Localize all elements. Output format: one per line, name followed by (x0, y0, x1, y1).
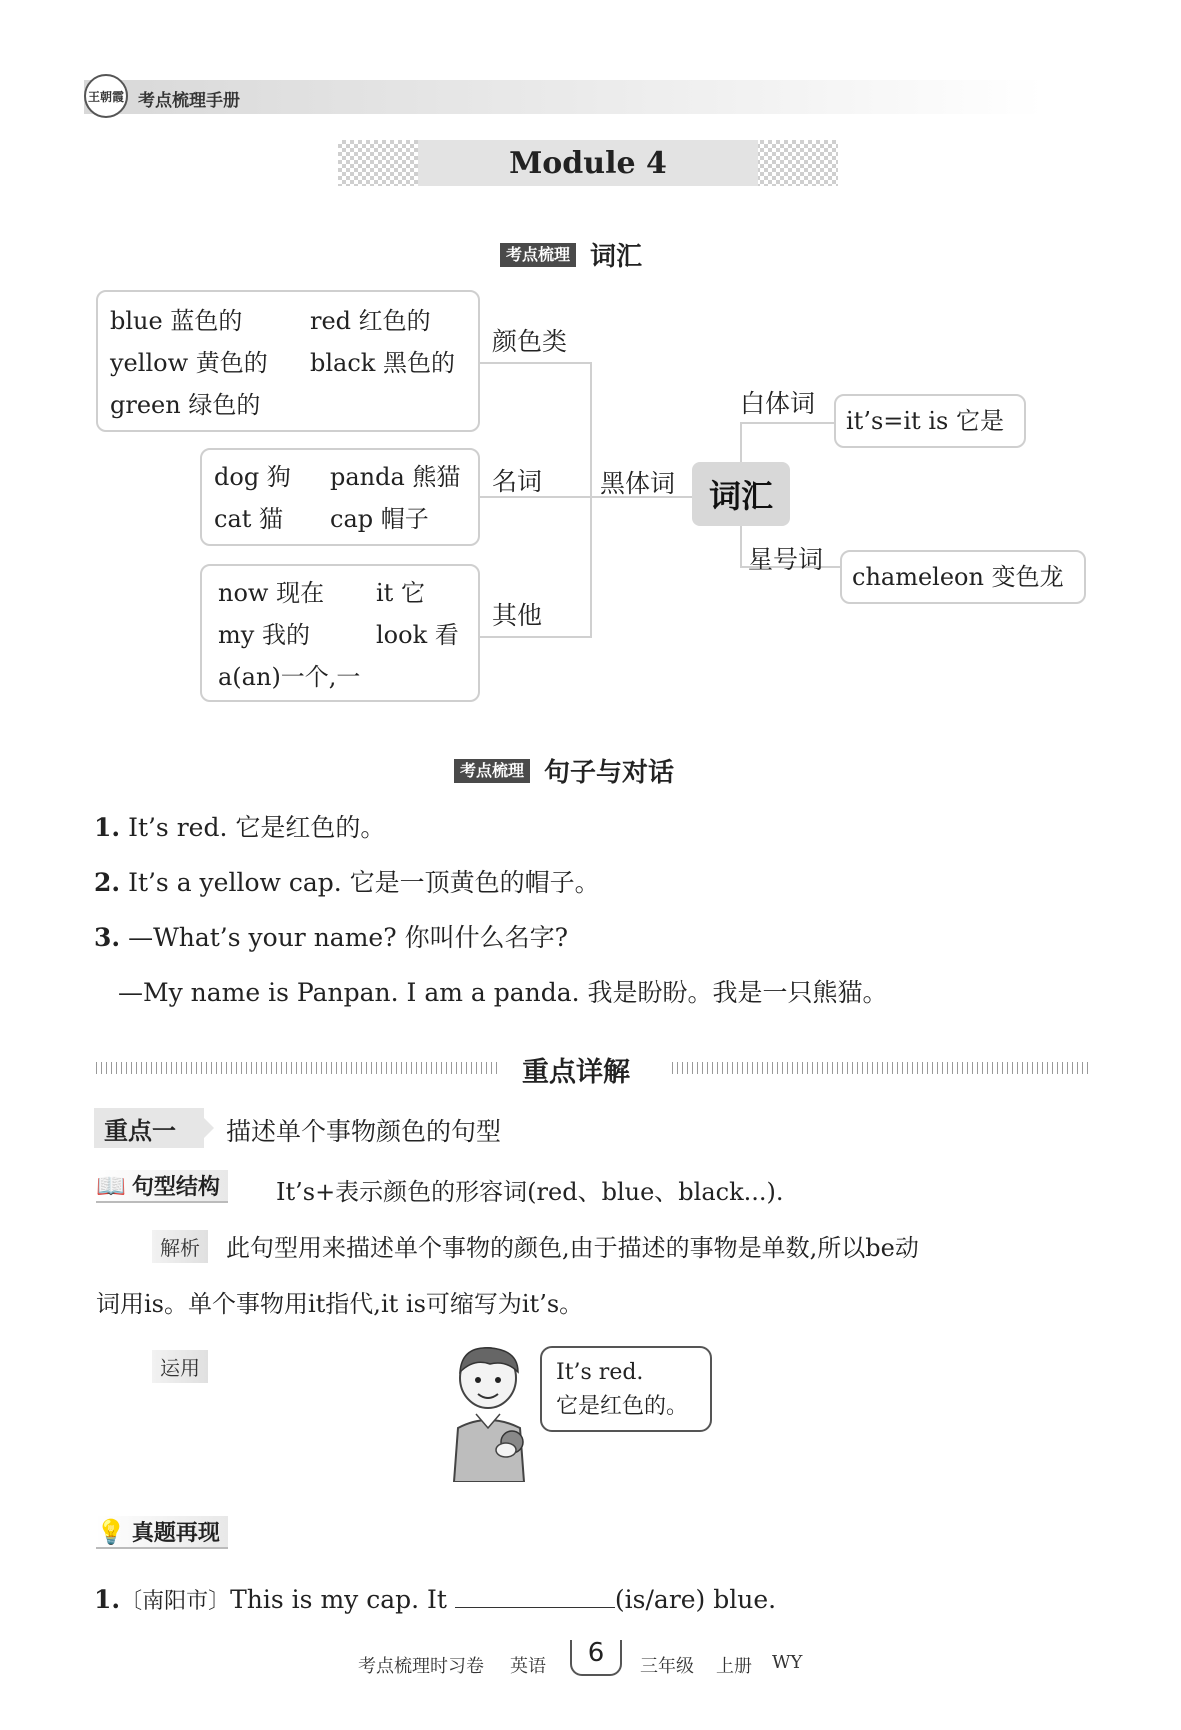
category-other: 其他 (492, 601, 543, 630)
structure-label: 句型结构 (131, 1175, 220, 1200)
key-points-title: 重点详解 (522, 1057, 630, 1088)
vocab-item: my 我的 (218, 621, 310, 649)
checker-decoration-left (338, 140, 428, 186)
analysis-line: 词用is。单个事物用it指代,it is可缩写为it’s。 (96, 1290, 584, 1318)
footer-grade: 三年级 (640, 1656, 694, 1677)
section-tag: 考点梳理 (454, 759, 530, 783)
exam-label-box (96, 1516, 228, 1549)
connector (740, 524, 742, 568)
publisher-logo: 王朝霞 (84, 74, 128, 118)
point-label: 重点一 (94, 1108, 204, 1148)
sentence-item: 1. It’s red. 它是红色的。 (94, 813, 386, 842)
sentence-item: —My name is Panpan. I am a panda. 我是盼盼。我是一只熊猫。 (118, 978, 888, 1007)
vocab-item: yellow 黄色的 (110, 349, 268, 377)
handbook-title: 考点梳理手册 (138, 91, 240, 111)
vocab-item: it 它 (376, 579, 425, 607)
bubble-text: 它是红色的。 (556, 1394, 689, 1419)
vocab-item: blue 蓝色的 (110, 307, 243, 335)
vocab-item: red 红色的 (310, 307, 431, 335)
bubble-text: It’s red. (556, 1360, 644, 1385)
structure-label-box (96, 1170, 228, 1203)
vocab-item: green 绿色的 (110, 391, 261, 419)
dotted-rule-right (672, 1062, 1090, 1074)
analysis-line: 此句型用来描述单个事物的颜色,由于描述的事物是单数,所以be动 (226, 1234, 919, 1262)
dotted-rule-left (96, 1062, 500, 1074)
vocab-item: chameleon 变色龙 (852, 563, 1064, 591)
category-noun: 名词 (492, 467, 543, 496)
category-color: 颜色类 (492, 327, 568, 356)
section-title: 句子与对话 (544, 758, 675, 788)
lightbulb-icon: 💡 (96, 1517, 126, 1546)
section-tag: 考点梳理 (500, 243, 576, 267)
branch-bold-words: 黑体词 (600, 469, 676, 498)
star-words-box (840, 550, 1086, 604)
mindmap-center: 词汇 (692, 462, 790, 526)
other-words-box (200, 564, 480, 702)
exam-label: 真题再现 (131, 1521, 220, 1546)
point-title: 描述单个事物颜色的句型 (226, 1117, 502, 1146)
connector (478, 362, 592, 364)
connector (740, 422, 836, 424)
branch-star-words: 星号词 (748, 545, 824, 574)
vocab-item: panda 熊猫 (330, 463, 461, 491)
answer-blank[interactable] (455, 1585, 615, 1608)
vocab-item: it’s=it is 它是 (846, 407, 1004, 435)
footer-series: 考点梳理时习卷 (358, 1656, 484, 1677)
chevron-decoration (194, 1108, 214, 1148)
vocab-heading (500, 236, 642, 273)
vocab-item: a(an)一个,一 (218, 663, 361, 691)
connector (590, 362, 592, 638)
vocab-item: look 看 (376, 621, 459, 649)
exam-question: 1.〔南阳市〕This is my cap. It (is/are) blue. (94, 1585, 777, 1614)
section-title: 词汇 (590, 242, 643, 272)
vocab-item: now 现在 (218, 579, 325, 607)
page-number: 6 (587, 1638, 605, 1668)
checker-decoration-right (748, 140, 838, 186)
connector (478, 636, 592, 638)
connector (740, 422, 742, 464)
sentence-item: 3. —What’s your name? 你叫什么名字? (94, 923, 568, 952)
sentences-heading (454, 752, 674, 789)
white-words-box (834, 394, 1026, 448)
module-title: Module 4 (418, 140, 758, 186)
sentence-item: 2. It’s a yellow cap. 它是一顶黄色的帽子。 (94, 868, 600, 897)
branch-white-words: 白体词 (740, 389, 816, 418)
analysis-label: 解析 (152, 1230, 208, 1263)
vocab-item: black 黑色的 (310, 349, 455, 377)
boy-illustration (440, 1342, 540, 1482)
book-icon: 📖 (96, 1171, 126, 1200)
noun-words-box (200, 448, 480, 546)
speech-bubble (540, 1346, 712, 1432)
footer-edition: WY (772, 1652, 803, 1673)
usage-label: 运用 (152, 1350, 208, 1383)
structure-text: It’s+表示颜色的形容词(red、blue、black...). (276, 1178, 784, 1206)
footer-volume: 上册 (716, 1656, 752, 1677)
color-words-box (96, 290, 480, 432)
vocab-item: cat 猫 (214, 505, 284, 533)
footer-subject: 英语 (510, 1656, 546, 1677)
vocab-item: cap 帽子 (330, 505, 429, 533)
vocab-item: dog 狗 (214, 463, 291, 491)
